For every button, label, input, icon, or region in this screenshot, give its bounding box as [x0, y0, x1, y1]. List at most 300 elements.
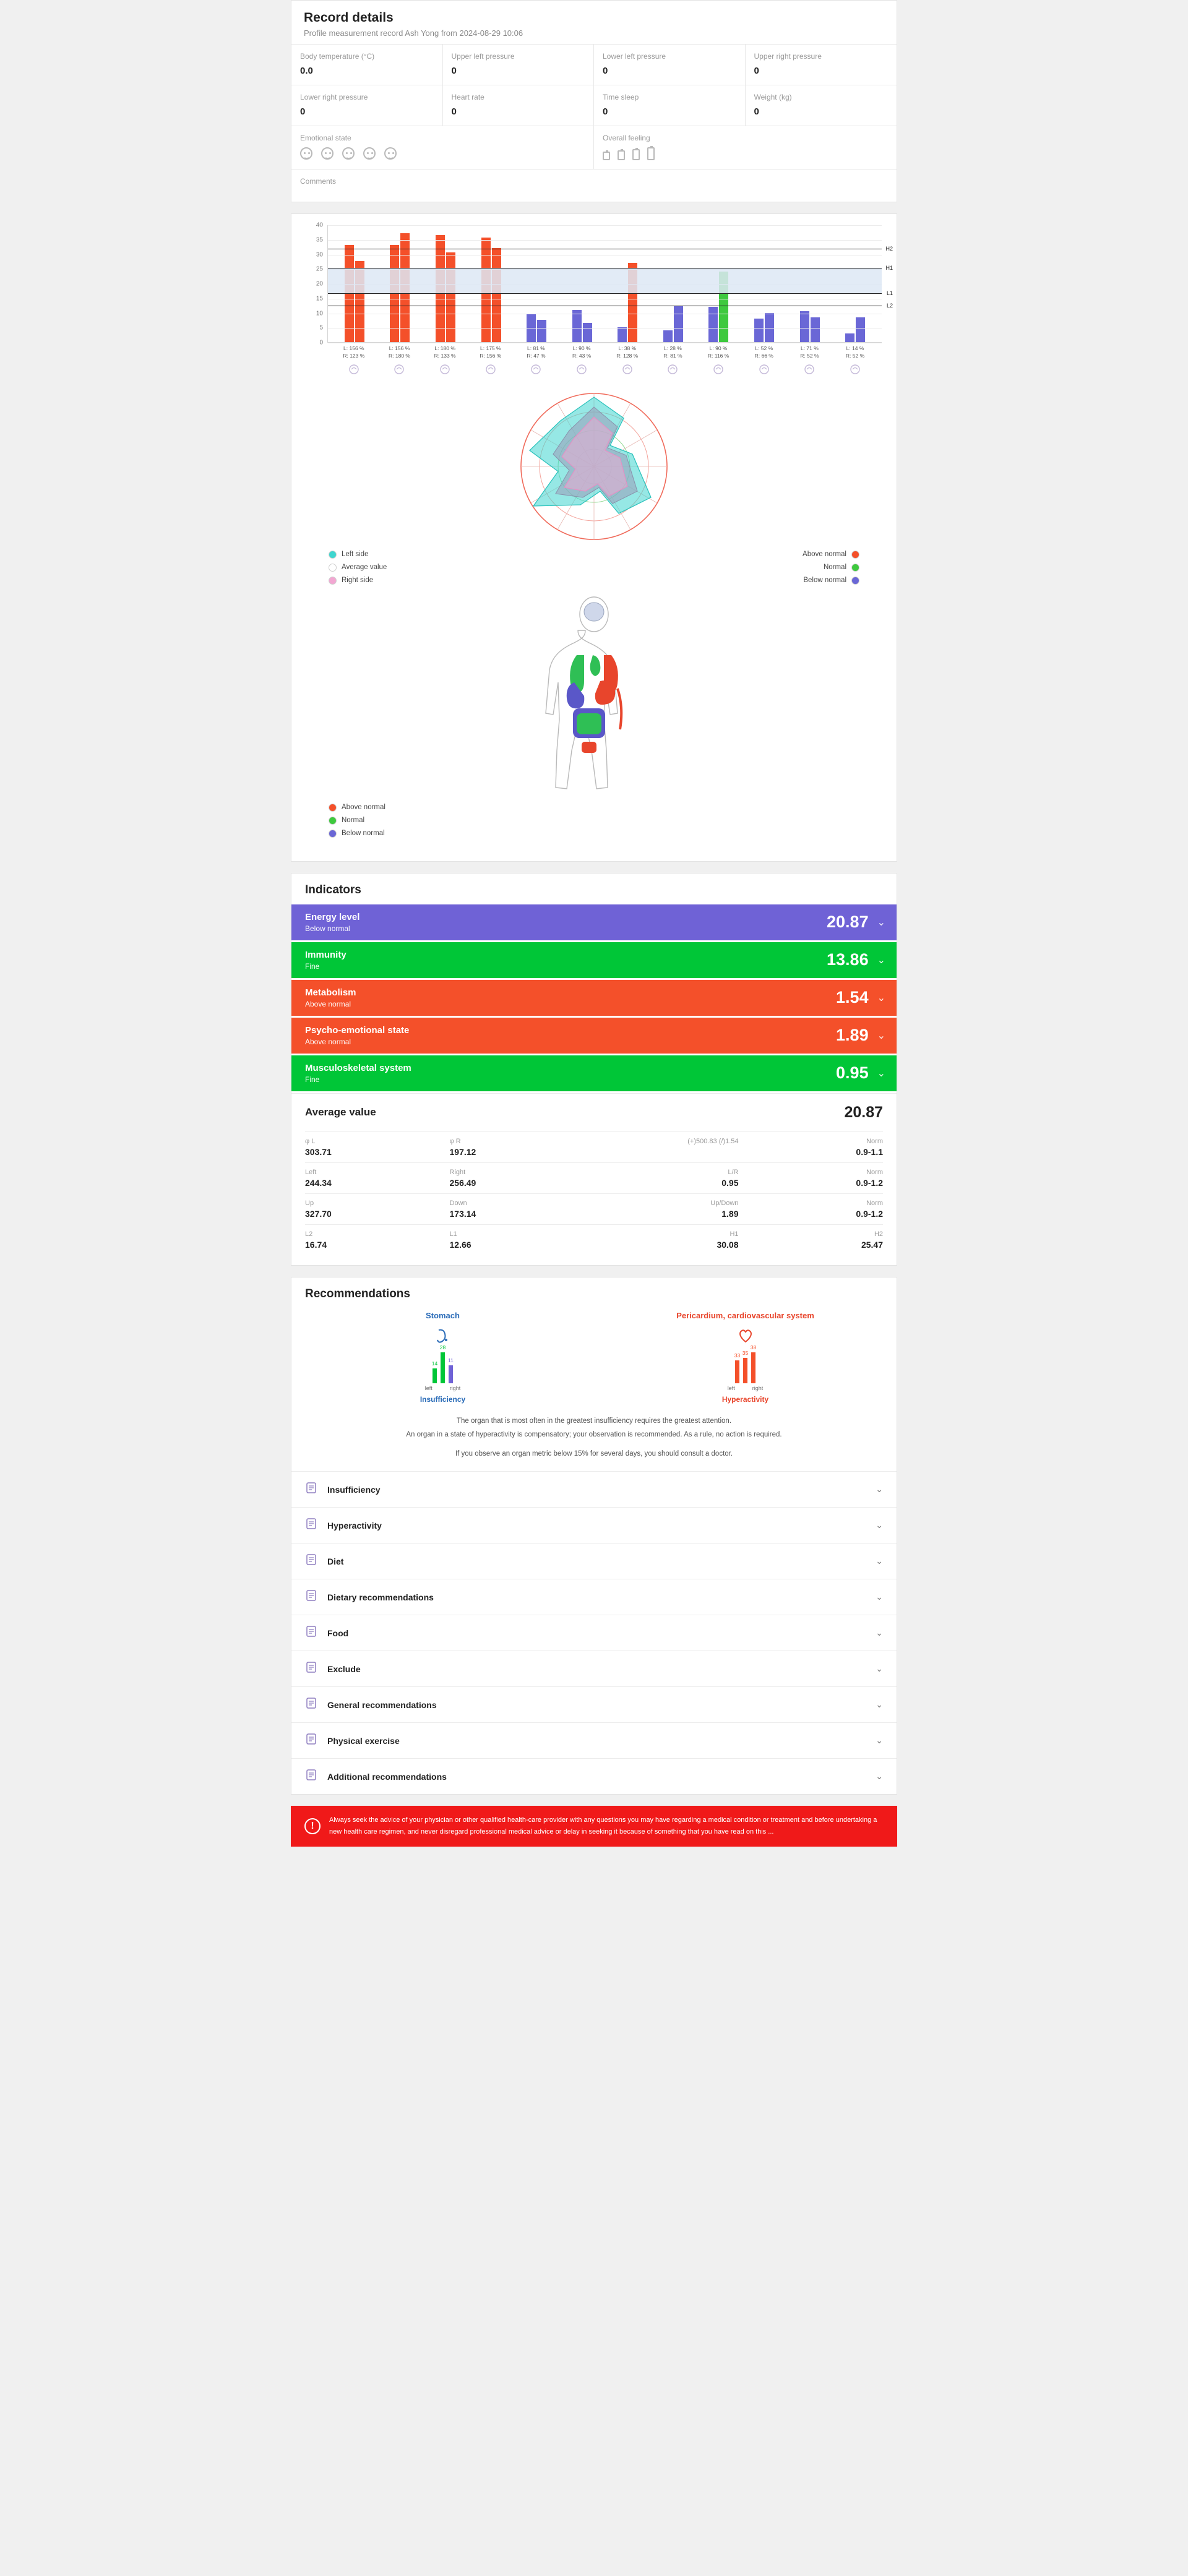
- overall-feeling-options[interactable]: [603, 147, 888, 160]
- indicator-row[interactable]: [291, 942, 897, 978]
- pancreas-icon: [614, 364, 641, 375]
- legend-label: Normal: [823, 564, 846, 572]
- bar-chart: [291, 214, 897, 377]
- legend-swatch: [329, 577, 337, 585]
- recommendations-notes: [291, 1406, 897, 1472]
- feeling-option-1[interactable]: [603, 152, 610, 160]
- y-axis-tick: 5: [319, 324, 323, 332]
- kidney-icon: [659, 364, 686, 375]
- accordion-label: Additional recommendations: [327, 1771, 447, 1782]
- limit-label-L2: L2: [886, 302, 893, 309]
- liver-icon: [568, 364, 595, 375]
- brain-icon: [584, 603, 604, 621]
- legend-series-item: [329, 564, 387, 572]
- accordion-label: Hyperactivity: [327, 1520, 382, 1531]
- metrics-key: Norm: [866, 1199, 883, 1207]
- indicator-row[interactable]: [291, 980, 897, 1016]
- heart-icon: [594, 1326, 897, 1345]
- y-axis-tick: 10: [316, 310, 323, 317]
- body-map-svg: [507, 596, 681, 800]
- record-field-value: 0: [451, 66, 457, 76]
- metrics-cell: [739, 1169, 884, 1188]
- accordion-hyperactivity[interactable]: [291, 1507, 897, 1543]
- chevron-down-icon[interactable]: ⌄: [876, 1664, 883, 1674]
- metrics-cell: [739, 1138, 884, 1157]
- record-field-value: 0: [754, 66, 759, 76]
- hyperactivity-mini-chart: [594, 1344, 897, 1383]
- metrics-value: 12.66: [449, 1239, 471, 1250]
- metrics-key: Norm: [866, 1168, 883, 1176]
- record-field-label: Upper right pressure: [754, 52, 822, 61]
- accordion-label: Diet: [327, 1556, 344, 1566]
- metrics-cell: [450, 1138, 595, 1157]
- accordion-physical-exercise[interactable]: [291, 1722, 897, 1758]
- comments-label: Comments: [300, 177, 337, 186]
- metrics-cell: [739, 1200, 884, 1219]
- bar: [674, 306, 683, 342]
- record-field[interactable]: [594, 85, 746, 126]
- bar: [708, 307, 718, 342]
- gridline: [328, 240, 882, 241]
- insufficiency-footer: Insufficiency: [420, 1394, 466, 1404]
- bar-chart-y-axis: [307, 221, 325, 346]
- metrics-key: (+)500.83 (/)1.54: [687, 1137, 739, 1145]
- exclamation-icon: !: [304, 1818, 321, 1834]
- accordion-label: General recommendations: [327, 1699, 437, 1710]
- mini-bar: [750, 1344, 757, 1383]
- bladder-icon: [705, 364, 732, 375]
- comments-group: [291, 170, 897, 202]
- accordion-label: Physical exercise: [327, 1735, 400, 1746]
- accordion-food[interactable]: [291, 1615, 897, 1651]
- legend-label: Below normal: [342, 830, 385, 838]
- bar-category-label: L: 71 % R: 52 %: [800, 345, 819, 359]
- food-icon: [305, 1625, 317, 1641]
- record-field-value: 0: [603, 106, 608, 117]
- limit-label-H2: H2: [885, 246, 893, 252]
- metrics-cell: [305, 1169, 450, 1188]
- record-field-label: Lower left pressure: [603, 52, 666, 61]
- record-field[interactable]: [594, 45, 746, 85]
- metrics-cell: [594, 1230, 739, 1250]
- indicator-status: Fine: [305, 1075, 320, 1084]
- indicators-title: Indicators: [305, 883, 361, 896]
- legend-label: Average value: [342, 564, 387, 572]
- insufficiency-icon: [305, 1482, 317, 1497]
- average-value-number: 20.87: [844, 1103, 883, 1121]
- body-legend-item: [329, 830, 897, 838]
- legend-swatch: [851, 564, 859, 572]
- recommendation-column-hyperactivity: [594, 1311, 897, 1404]
- chevron-down-icon[interactable]: ⌄: [877, 917, 885, 928]
- legend-swatch: [329, 551, 337, 559]
- intestine-icon: [431, 364, 458, 375]
- metrics-cell: [305, 1138, 450, 1157]
- feeling-option-4[interactable]: [647, 147, 655, 160]
- legend-series: [329, 551, 387, 590]
- bar: [754, 319, 764, 342]
- limit-line-L1: [328, 293, 882, 294]
- bar: [663, 330, 673, 342]
- recommendation-column-insufficiency: [291, 1311, 594, 1404]
- record-field[interactable]: [746, 45, 897, 85]
- emoji-option-5[interactable]: [384, 147, 397, 160]
- metrics-key: Down: [449, 1199, 467, 1207]
- page-title: Record details: [304, 11, 394, 25]
- metrics-key: L1: [449, 1230, 457, 1238]
- bar: [537, 320, 546, 342]
- metrics-key: L/R: [728, 1168, 739, 1176]
- legend-swatch: [329, 804, 337, 812]
- spine-icon: [796, 364, 823, 375]
- y-axis-tick: 30: [316, 251, 323, 258]
- chevron-down-icon[interactable]: ⌄: [877, 992, 885, 1003]
- metrics-cell: [305, 1230, 450, 1250]
- bar-chart-organ-icons: [327, 360, 882, 375]
- bladder-icon: [582, 742, 596, 753]
- mini-bar-label: 14: [431, 1360, 438, 1367]
- gallbladder-icon: [751, 364, 778, 375]
- metrics-row: [305, 1131, 883, 1162]
- accordion-general-recommendations[interactable]: [291, 1686, 897, 1722]
- radar-chart-svg: [464, 386, 724, 547]
- y-axis-tick: 20: [316, 280, 323, 288]
- metrics-value: 0.9-1.2: [856, 1177, 883, 1188]
- legend-label: Above normal: [803, 551, 846, 559]
- axis-left-label: left: [424, 1385, 433, 1391]
- record-field[interactable]: [746, 85, 897, 126]
- note-line-1: The organ that is most often in the greatest insufficiency requires the greatest attention.: [456, 1417, 732, 1425]
- bar: [572, 310, 582, 342]
- feeling-option-3[interactable]: [632, 149, 640, 160]
- note-line-2: An organ in a state of hyperactivity is compensatory; your observation is recommended. As a rule, no action is required.: [406, 1430, 782, 1438]
- legend-label: Left side: [342, 551, 369, 559]
- bar: [856, 317, 865, 342]
- indicator-status: Above normal: [305, 999, 351, 1008]
- recommendation-accordions: [291, 1471, 897, 1794]
- metrics-value: 244.34: [305, 1177, 332, 1188]
- legend-series-item: [329, 551, 387, 559]
- legend-label: Above normal: [342, 804, 385, 812]
- bar-category-label: L: 81 % R: 47 %: [527, 345, 546, 359]
- bar-category-label: L: 90 % R: 43 %: [572, 345, 592, 359]
- overall-feeling-group: [594, 126, 897, 169]
- bar-category-label: L: 90 % R: 116 %: [707, 345, 730, 359]
- indicator-row[interactable]: [291, 1018, 897, 1054]
- metrics-value: 173.14: [449, 1208, 476, 1219]
- hyperactivity-axis-labels: [594, 1385, 897, 1391]
- chevron-down-icon[interactable]: ⌄: [876, 1484, 883, 1495]
- metrics-value: 197.12: [449, 1146, 476, 1157]
- radar-chart: [291, 377, 897, 547]
- bar-chart-x-labels: [327, 343, 882, 360]
- chevron-down-icon[interactable]: ⌄: [876, 1771, 883, 1782]
- metrics-cell: [594, 1200, 739, 1219]
- y-axis-tick: 35: [316, 236, 323, 244]
- legend-label: Below normal: [803, 577, 846, 585]
- indicator-value: 0.95: [836, 1063, 869, 1083]
- mini-bar: [439, 1344, 446, 1383]
- chevron-down-icon[interactable]: ⌄: [876, 1628, 883, 1638]
- indicator-status: Below normal: [305, 924, 350, 933]
- bar: [811, 317, 820, 342]
- disclaimer-text: Always seek the advice of your physician or other qualified health-care provider with any questions you may have regarding a medical condition or treatment and before undertaking a new health care regimen, and never disregard professional medical advice or delay in seeking it because of something that you have read on this ...: [329, 1816, 877, 1835]
- bar-category-label: L: 175 % R: 156 %: [480, 345, 502, 359]
- record-field-label: Body temperature (°C): [300, 52, 375, 61]
- metrics-value: 1.89: [721, 1208, 739, 1219]
- y-axis-tick: 15: [316, 295, 323, 303]
- accordion-label: Exclude: [327, 1664, 361, 1674]
- metrics-value: 0.9-1.1: [856, 1146, 883, 1157]
- metrics-value: 30.08: [717, 1239, 739, 1250]
- metrics-value: 303.71: [305, 1146, 332, 1157]
- normal-range-band: [328, 268, 882, 293]
- stomach-icon: [291, 1326, 594, 1345]
- hyperactivity-footer: Hyperactivity: [721, 1394, 769, 1404]
- liver-icon: [595, 680, 615, 704]
- diet-icon: [305, 1553, 317, 1569]
- emoji-option-4[interactable]: [363, 147, 376, 160]
- metrics-table: [291, 1131, 897, 1265]
- record-field-value: 0.0: [300, 66, 313, 76]
- record-details-header: [291, 1, 897, 44]
- indicator-status: Above normal: [305, 1037, 351, 1046]
- record-field[interactable]: [443, 45, 595, 85]
- metrics-key: Right: [449, 1168, 466, 1176]
- indicator-value: 1.54: [836, 988, 869, 1007]
- body-legend-item: [329, 817, 897, 825]
- chevron-down-icon[interactable]: ⌄: [876, 1735, 883, 1746]
- recommendations-card: [291, 1277, 897, 1795]
- record-field-value: 0: [451, 106, 457, 117]
- mini-bar: [734, 1352, 741, 1383]
- metrics-row: [305, 1193, 883, 1224]
- heart-organ-icon: [590, 655, 601, 676]
- record-field-value: 0: [300, 106, 306, 117]
- metrics-cell: [594, 1169, 739, 1188]
- bar: [583, 323, 592, 342]
- indicator-name: Metabolism: [305, 987, 356, 998]
- metrics-key: Up: [305, 1199, 314, 1207]
- meridian-line-right: [618, 689, 621, 729]
- bar: [765, 313, 774, 343]
- indicators-list: [291, 904, 897, 1091]
- record-field-value: 0: [754, 106, 759, 117]
- heart-icon: [385, 364, 413, 375]
- emotional-state-group: [291, 126, 594, 169]
- legend-label: Normal: [342, 817, 365, 825]
- overall-feeling-label: Overall feeling: [603, 134, 650, 142]
- physical-exercise-icon: [305, 1733, 317, 1748]
- emoji-option-3[interactable]: [342, 147, 355, 160]
- limit-label-L1: L1: [886, 290, 893, 297]
- record-state-row: [291, 126, 897, 170]
- indicator-name: Energy level: [305, 911, 360, 922]
- indicator-value: 13.86: [827, 950, 869, 969]
- metrics-value: 0.9-1.2: [856, 1208, 883, 1219]
- accordion-label: Insufficiency: [327, 1484, 381, 1495]
- metrics-key: Up/Down: [710, 1199, 739, 1207]
- axis-left-label: left: [727, 1385, 735, 1391]
- mini-bar-label: 33: [734, 1352, 741, 1359]
- mini-bar: [431, 1360, 438, 1383]
- legend-swatch: [329, 817, 337, 825]
- bar: [618, 327, 627, 342]
- bar-category-label: L: 14 % R: 52 %: [845, 345, 865, 359]
- indicator-name: Musculoskeletal system: [305, 1062, 411, 1073]
- additional-recommendations-icon: [305, 1769, 317, 1784]
- chevron-down-icon[interactable]: ⌄: [877, 1030, 885, 1041]
- mini-bar-label: 28: [439, 1344, 446, 1351]
- metrics-value: 256.49: [449, 1177, 476, 1188]
- pericardium-icon: [477, 364, 504, 375]
- small-intestine-icon: [577, 713, 601, 734]
- chevron-down-icon[interactable]: ⌄: [876, 1592, 883, 1602]
- record-subtitle: Profile measurement record Ash Yong from 2024-08-29 10:06: [304, 28, 523, 38]
- body-legend-item: [329, 804, 897, 812]
- feeling-option-2[interactable]: [618, 150, 625, 160]
- indicator-name: Immunity: [305, 949, 346, 960]
- metrics-value: 0.95: [721, 1177, 739, 1188]
- record-field[interactable]: [291, 45, 443, 85]
- body-map-legend: [291, 800, 897, 849]
- accordion-diet[interactable]: [291, 1543, 897, 1579]
- hyperactivity-organ-title: Pericardium, cardiovascular system: [676, 1310, 814, 1320]
- chevron-down-icon[interactable]: ⌄: [877, 1068, 885, 1079]
- metrics-row: [305, 1224, 883, 1255]
- dietary-recommendations-icon: [305, 1589, 317, 1605]
- indicator-value: 20.87: [827, 912, 869, 932]
- record-field-label: Heart rate: [451, 93, 484, 101]
- metrics-value: 25.47: [861, 1239, 883, 1250]
- legend-status-item: [803, 577, 859, 585]
- stomach-icon: [522, 364, 549, 375]
- metrics-key: Norm: [866, 1137, 883, 1145]
- bar-chart-plot: [316, 221, 893, 346]
- metrics-key: L2: [305, 1230, 313, 1238]
- indicator-name: Psycho-emotional state: [305, 1024, 410, 1036]
- accordion-insufficiency[interactable]: [291, 1471, 897, 1507]
- legend-swatch: [329, 830, 337, 838]
- bar: [845, 333, 854, 342]
- average-value-row: [291, 1093, 897, 1131]
- record-field[interactable]: [443, 85, 595, 126]
- metrics-cell: [450, 1169, 595, 1188]
- indicators-card: [291, 873, 897, 1266]
- record-fields-grid: [291, 44, 897, 126]
- emotional-state-label: Emotional state: [300, 134, 351, 142]
- chevron-down-icon[interactable]: ⌄: [876, 1556, 883, 1566]
- bar-category-label: L: 52 % R: 66 %: [754, 345, 773, 359]
- insufficiency-mini-chart: [291, 1344, 594, 1383]
- metrics-value: 16.74: [305, 1239, 327, 1250]
- mini-bar: [742, 1350, 749, 1383]
- emoji-option-1[interactable]: [300, 147, 312, 160]
- recommendations-columns: [291, 1305, 897, 1406]
- emotional-state-options[interactable]: [300, 147, 585, 160]
- indicator-status: Fine: [305, 961, 320, 971]
- insufficiency-organ-title: Stomach: [426, 1310, 460, 1320]
- hyperactivity-icon: [305, 1518, 317, 1533]
- bar-category-label: L: 28 % R: 81 %: [663, 345, 682, 359]
- axis-right-label: right: [752, 1385, 764, 1391]
- legend-swatch: [329, 564, 337, 572]
- average-value-label: Average value: [305, 1106, 376, 1118]
- chevron-down-icon[interactable]: ⌄: [876, 1699, 883, 1710]
- metrics-value: 327.70: [305, 1208, 332, 1219]
- mini-bar-label: 38: [750, 1344, 757, 1351]
- metrics-cell: [305, 1200, 450, 1219]
- medical-disclaimer: [291, 1806, 897, 1846]
- metrics-cell: [739, 1230, 884, 1250]
- metrics-cell: [450, 1230, 595, 1250]
- metrics-key: φ R: [449, 1137, 461, 1145]
- accordion-label: Food: [327, 1628, 349, 1638]
- nerve-icon: [842, 364, 869, 375]
- metrics-key: Left: [305, 1168, 317, 1176]
- accordion-exclude[interactable]: [291, 1651, 897, 1686]
- legend-swatch: [851, 551, 859, 559]
- axis-right-label: right: [449, 1385, 461, 1391]
- accordion-additional-recommendations[interactable]: [291, 1758, 897, 1794]
- metrics-cell: [450, 1200, 595, 1219]
- gridline: [328, 225, 882, 226]
- chevron-down-icon[interactable]: ⌄: [877, 955, 885, 966]
- limit-label-H1: H1: [885, 265, 893, 272]
- mini-bar-label: 35: [742, 1350, 749, 1357]
- general-recommendations-icon: [305, 1697, 317, 1712]
- legend-label: Right side: [342, 577, 374, 585]
- bar-category-label: L: 38 % R: 128 %: [616, 345, 639, 359]
- record-field-label: Upper left pressure: [451, 52, 515, 61]
- body-map: [291, 590, 897, 800]
- legend-series-item: [329, 577, 387, 585]
- legend-status-item: [803, 551, 859, 559]
- record-field[interactable]: [291, 85, 443, 126]
- indicator-row[interactable]: [291, 1055, 897, 1091]
- record-field-label: Lower right pressure: [300, 93, 368, 101]
- bar-category-label: L: 180 % R: 133 %: [434, 345, 456, 359]
- insufficiency-axis-labels: [291, 1385, 594, 1391]
- bar-category-label: L: 156 % R: 180 %: [389, 345, 410, 359]
- mini-bar-label: 11: [448, 1357, 454, 1364]
- y-axis-tick: 25: [316, 265, 323, 273]
- charts-card: [291, 213, 897, 862]
- note-line-3: If you observe an organ metric below 15% for several days, you should consult a doctor.: [455, 1450, 733, 1458]
- accordion-dietary-recommendations[interactable]: [291, 1579, 897, 1615]
- lungs-icon: [340, 364, 368, 375]
- record-field-label: Time sleep: [603, 93, 639, 101]
- metrics-key: H2: [874, 1230, 883, 1238]
- metrics-key: H1: [730, 1230, 739, 1238]
- bar: [800, 311, 809, 342]
- legend-status: [803, 551, 859, 590]
- chart-legend: [291, 547, 897, 590]
- indicator-value: 1.89: [836, 1026, 869, 1045]
- exclude-icon: [305, 1661, 317, 1677]
- metrics-row: [305, 1162, 883, 1193]
- bar-category-label: L: 156 % R: 123 %: [343, 345, 365, 359]
- chevron-down-icon[interactable]: ⌄: [876, 1520, 883, 1531]
- y-axis-tick: 0: [319, 339, 323, 346]
- mini-bar: [448, 1357, 454, 1383]
- legend-status-item: [803, 564, 859, 572]
- y-axis-tick: 40: [316, 221, 323, 229]
- accordion-label: Dietary recommendations: [327, 1592, 434, 1602]
- emoji-option-2[interactable]: [321, 147, 334, 160]
- recommendations-title: Recommendations: [305, 1287, 410, 1300]
- indicator-row[interactable]: [291, 904, 897, 940]
